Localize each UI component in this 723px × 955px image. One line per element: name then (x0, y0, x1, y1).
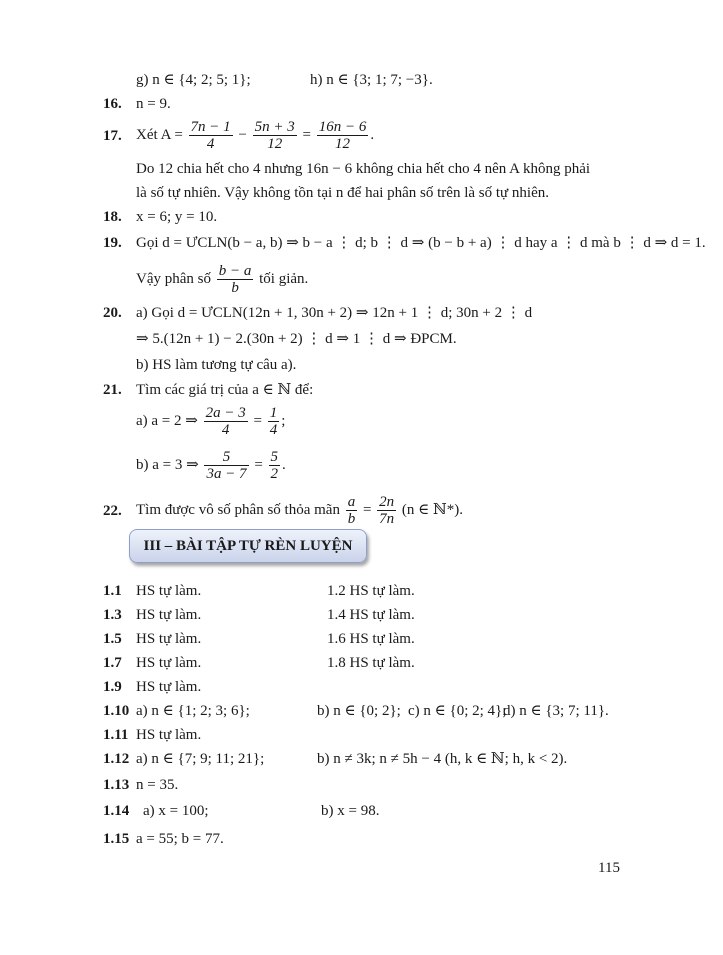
exercise-answer: a) n ∈ {7; 9; 11; 21}; (136, 751, 265, 767)
fraction (189, 119, 233, 152)
page-number: 115 (598, 860, 620, 876)
item-number: 19. (103, 235, 122, 251)
denominator: 4 (221, 422, 230, 439)
answer-21b: b) a = 3 ⇒ $\frac{5}{3a - 7}$ = $\frac{5}{2}$ . (136, 449, 286, 483)
answer-g: g) n ∈ {4; 2; 5; 1}; (136, 72, 251, 88)
answer-17-line2: Do 12 chia hết cho 4 nhưng 16n − 6 không chia hết cho 4 nên A không phải (136, 161, 591, 177)
answer-16: n = 9. (136, 96, 171, 112)
exercise-number: 1.11 (103, 727, 129, 743)
formula-prefix: Xét A = (136, 127, 183, 143)
numerator: 7n − 1 (190, 119, 231, 136)
denominator: 2 (270, 466, 279, 483)
exercise-answer: HS tự làm. (136, 583, 202, 599)
answer-21a: a) a = 2 ⇒ $\frac{2a - 3}{4}$ = $\frac{1}{4}$ ; (136, 405, 286, 439)
item-number: 21. (103, 382, 122, 398)
exercise-number: 1.9 (103, 679, 122, 695)
answer-20-line1: a) Gọi d = ƯCLN(12n + 1, 30n + 2) ⇒ 12n + 1 ⋮ d; 30n + 2 ⋮ d (136, 305, 533, 321)
exercise-number: 1.10 (103, 703, 130, 719)
numerator: 2a − 3 (205, 405, 246, 422)
numerator: 16n − 6 (318, 119, 367, 136)
numerator: b − a (218, 263, 252, 280)
denominator: 7n (379, 511, 395, 528)
exercise-answer: b) n ∈ {0; 2}; (317, 703, 401, 719)
answer-17-formula: Xét A = $\frac{7n - 1}{4}$ − $\frac{5n + 3}{12}$ = $\frac{16n - 6}{12}$ . (136, 119, 375, 153)
exercise-answer: 1.2 HS tự làm. (327, 583, 415, 599)
item-number: 16. (103, 96, 122, 112)
numerator: 1 (269, 405, 278, 422)
exercise-number: 1.13 (103, 777, 130, 793)
numerator: 2n (379, 494, 395, 511)
item-number: 17. (103, 128, 122, 144)
exercise-answer: b) n ≠ 3k; n ≠ 5h − 4 (h, k ∈ ℕ; h, k < 2). (317, 751, 568, 767)
section-heading: III – BÀI TẬP TỰ RÈN LUYỆN (129, 529, 367, 563)
exercise-answer: HS tự làm. (136, 631, 202, 647)
answer-18: x = 6; y = 10. (136, 209, 218, 225)
fraction (253, 119, 297, 152)
exercise-answer: a) n ∈ {1; 2; 3; 6}; (136, 703, 250, 719)
exercise-answer: c) n ∈ {0; 2; 4}; (408, 703, 507, 719)
answer-19-line2 (136, 259, 308, 299)
answer-17-line3: là số tự nhiên. Vậy không tồn tại n để hai phân số trên là số tự nhiên. (136, 185, 549, 201)
answer-20-line3: b) HS làm tương tự câu a). (136, 357, 297, 373)
fraction (317, 119, 369, 152)
text: Vậy phân số (136, 271, 211, 287)
fraction (269, 449, 281, 482)
exercise-answer: HS tự làm. (136, 679, 202, 695)
exercise-answer: n = 35. (136, 777, 179, 793)
exercise-number: 1.5 (103, 631, 122, 647)
fraction (204, 449, 248, 482)
exercise-answer: HS tự làm. (136, 655, 202, 671)
exercise-answer: b) x = 98. (321, 803, 380, 819)
numerator: 5 (204, 449, 248, 466)
exercise-answer: 1.6 HS tự làm. (327, 631, 415, 647)
exercise-number: 1.7 (103, 655, 122, 671)
denominator: 4 (269, 422, 278, 439)
item-number: 18. (103, 209, 122, 225)
denominator: 3a − 7 (206, 466, 247, 483)
answer-19-line1: Gọi d = ƯCLN(b − a, b) ⇒ b − a ⋮ d; b ⋮ d ⇒ (b − b + a) ⋮ d hay a ⋮ d mà b ⋮ d ⇒ d = 1. (136, 235, 706, 251)
fraction (217, 263, 254, 296)
fraction (268, 405, 280, 438)
text: Tìm được vô số phân số thỏa mãn (136, 502, 340, 518)
answer-22: Tìm được vô số phân số thỏa mãn $\frac{a}{b}$ = $\frac{2n}{7n}$ (n ∈ ℕ*). (136, 494, 463, 528)
text: b) a = 3 ⇒ (136, 457, 199, 473)
exercise-answer: 1.8 HS tự làm. (327, 655, 415, 671)
denominator: b (347, 511, 356, 528)
exercise-number: 1.14 (103, 803, 130, 819)
exercise-number: 1.3 (103, 607, 122, 623)
exercise-answer: a) x = 100; (143, 803, 209, 819)
text: tối giản. (259, 271, 309, 287)
denominator: 12 (267, 136, 283, 153)
answer-20-line2: ⇒ 5.(12n + 1) − 2.(30n + 2) ⋮ d ⇒ 1 ⋮ d ⇒ ĐPCM. (136, 331, 457, 347)
numerator: 5n + 3 (254, 119, 295, 136)
text: a) a = 2 ⇒ (136, 413, 198, 429)
fraction (204, 405, 248, 438)
exercise-number: 1.1 (103, 583, 122, 599)
answer-h: h) n ∈ {3; 1; 7; −3}. (310, 72, 433, 88)
answer-21: Tìm các giá trị của a ∈ ℕ để: (136, 382, 314, 398)
exercise-answer: HS tự làm. (136, 607, 202, 623)
numerator: 5 (270, 449, 279, 466)
exercise-answer: d) n ∈ {3; 7; 11}. (503, 703, 609, 719)
exercise-answer: HS tự làm. (136, 727, 202, 743)
item-number: 22. (103, 503, 122, 519)
exercise-number: 1.15 (103, 831, 130, 847)
item-number: 20. (103, 305, 122, 321)
denominator: 12 (335, 136, 351, 153)
exercise-number: 1.12 (103, 751, 130, 767)
denominator: b (231, 280, 239, 297)
exercise-answer: a = 55; b = 77. (136, 831, 224, 847)
denominator: 4 (206, 136, 215, 153)
exercise-answer: 1.4 HS tự làm. (327, 607, 415, 623)
fraction (346, 494, 358, 527)
numerator: a (347, 494, 356, 511)
text: (n ∈ ℕ*). (401, 502, 463, 518)
fraction (377, 494, 396, 527)
